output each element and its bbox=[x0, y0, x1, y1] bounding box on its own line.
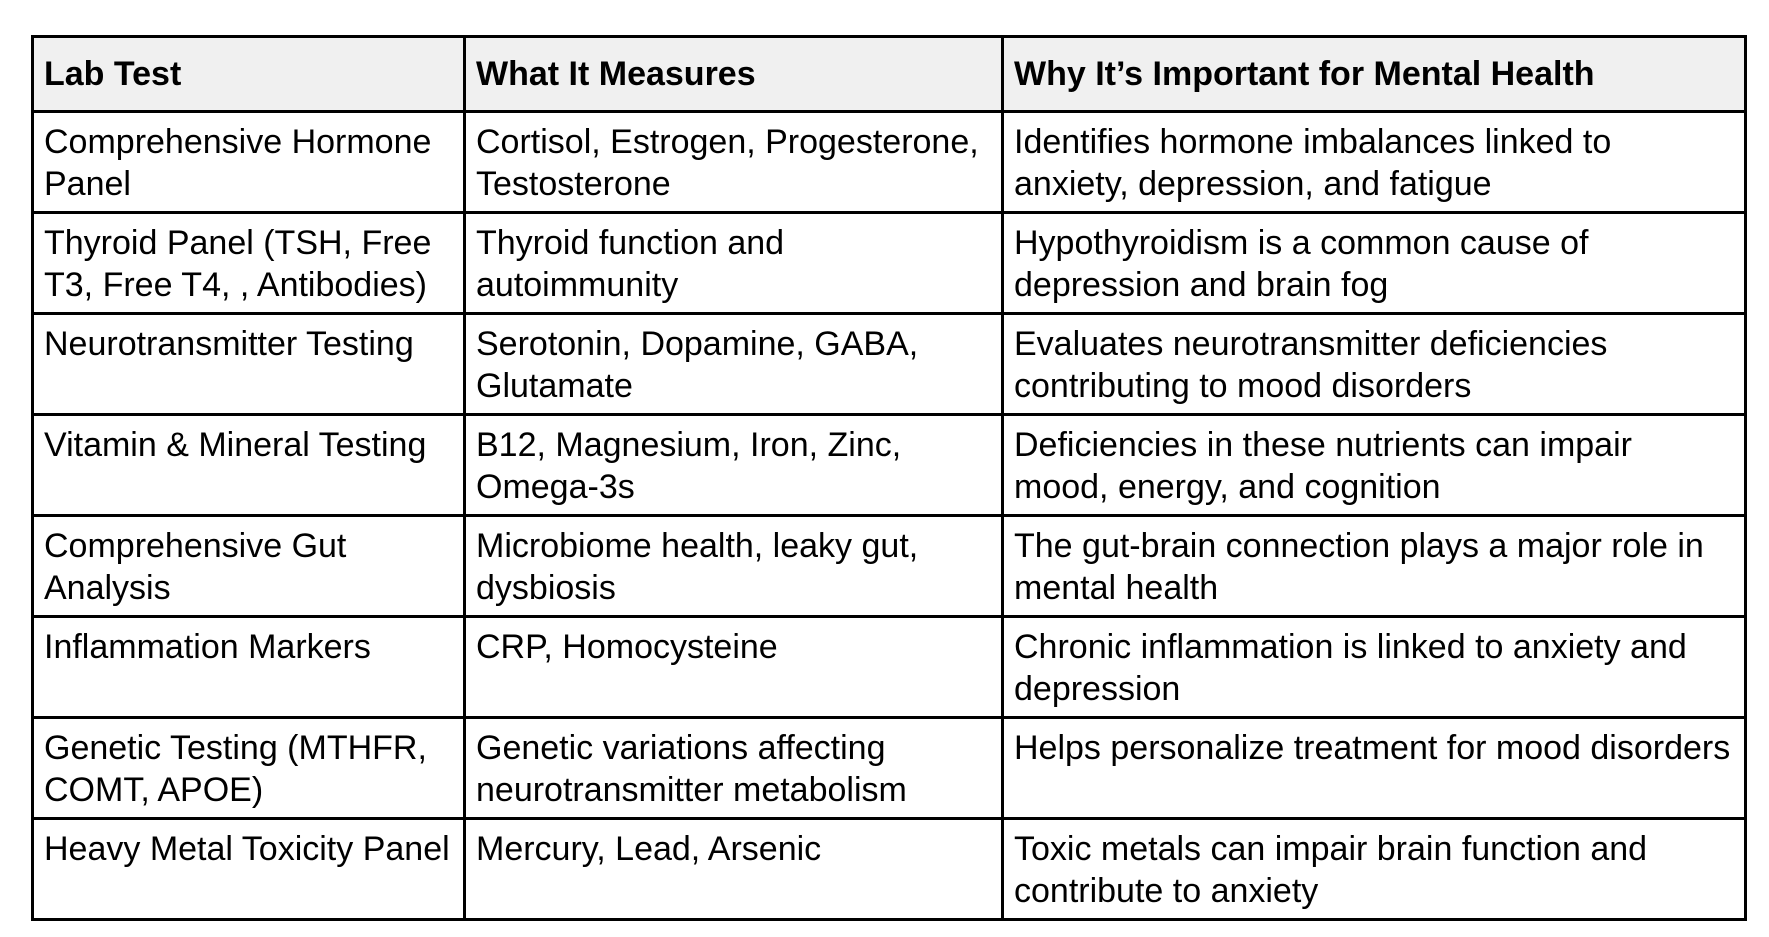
column-header-lab-test: Lab Test bbox=[33, 37, 465, 112]
measures-cell: Serotonin, Dopamine, GABA, Glutamate bbox=[465, 314, 1003, 415]
importance-cell: Chronic inflammation is linked to anxiety and depression bbox=[1003, 617, 1746, 718]
lab-test-cell: Genetic Testing (MTHFR, COMT, APOE) bbox=[33, 718, 465, 819]
lab-tests-table bbox=[31, 35, 1747, 921]
table-row bbox=[33, 718, 1746, 819]
measures-cell: Genetic variations affecting neurotransmitter metabolism bbox=[465, 718, 1003, 819]
table-row bbox=[33, 314, 1746, 415]
lab-test-cell: Heavy Metal Toxicity Panel bbox=[33, 819, 465, 920]
table-row bbox=[33, 415, 1746, 516]
column-header-what-it-measures: What It Measures bbox=[465, 37, 1003, 112]
measures-cell: Microbiome health, leaky gut, dysbiosis bbox=[465, 516, 1003, 617]
lab-test-cell: Vitamin & Mineral Testing bbox=[33, 415, 465, 516]
table-row bbox=[33, 819, 1746, 920]
table-header-row bbox=[33, 37, 1746, 112]
importance-cell: Deficiencies in these nutrients can impair mood, energy, and cognition bbox=[1003, 415, 1746, 516]
table-row bbox=[33, 617, 1746, 718]
lab-test-cell: Comprehensive Gut Analysis bbox=[33, 516, 465, 617]
importance-cell: Helps personalize treatment for mood disorders bbox=[1003, 718, 1746, 819]
importance-cell: Identifies hormone imbalances linked to anxiety, depression, and fatigue bbox=[1003, 112, 1746, 213]
lab-test-cell: Thyroid Panel (TSH, Free T3, Free T4, , Antibodies) bbox=[33, 213, 465, 314]
lab-test-cell: Comprehensive Hormone Panel bbox=[33, 112, 465, 213]
measures-cell: Mercury, Lead, Arsenic bbox=[465, 819, 1003, 920]
table-row bbox=[33, 112, 1746, 213]
measures-cell: Cortisol, Estrogen, Progesterone, Testosterone bbox=[465, 112, 1003, 213]
importance-cell: Toxic metals can impair brain function and contribute to anxiety bbox=[1003, 819, 1746, 920]
table-row bbox=[33, 516, 1746, 617]
table-row bbox=[33, 213, 1746, 314]
importance-cell: Hypothyroidism is a common cause of depression and brain fog bbox=[1003, 213, 1746, 314]
measures-cell: Thyroid function and autoimmunity bbox=[465, 213, 1003, 314]
lab-test-cell: Neurotransmitter Testing bbox=[33, 314, 465, 415]
lab-test-cell: Inflammation Markers bbox=[33, 617, 465, 718]
measures-cell: B12, Magnesium, Iron, Zinc, Omega-3s bbox=[465, 415, 1003, 516]
importance-cell: The gut-brain connection plays a major role in mental health bbox=[1003, 516, 1746, 617]
column-header-why-important: Why It’s Important for Mental Health bbox=[1003, 37, 1746, 112]
importance-cell: Evaluates neurotransmitter deficiencies contributing to mood disorders bbox=[1003, 314, 1746, 415]
measures-cell: CRP, Homocysteine bbox=[465, 617, 1003, 718]
